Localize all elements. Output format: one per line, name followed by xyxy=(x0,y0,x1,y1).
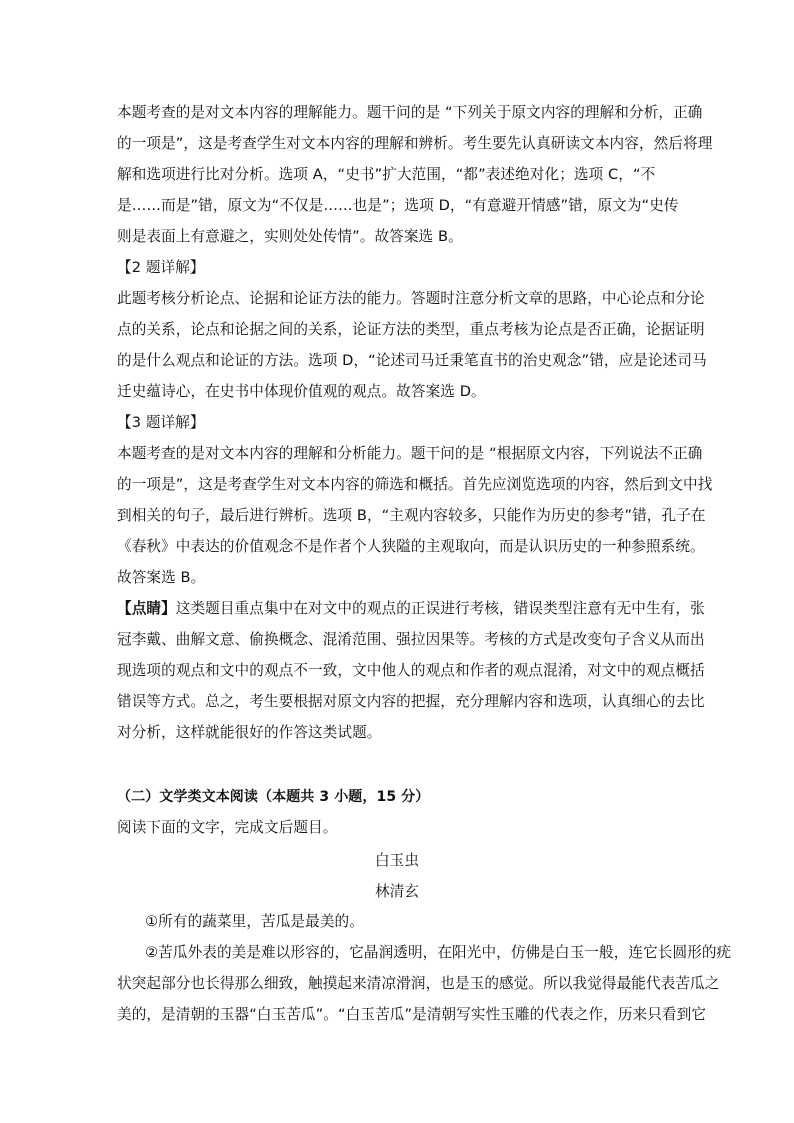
text-line: 《春秋》中表达的价值观念不是作者个人狭隘的主观取向，而是认识历史的一种参照系统。 xyxy=(117,538,705,555)
text-line: 的一项是”，这是考查学生对文本内容的理解和辨析。考生要先认真研读文本内容，然后将理 xyxy=(117,135,713,152)
text-line: 到相关的句子，最后进行辨析。选项 B，“主观内容较多，只能作为历史的参考”错，孔子在 xyxy=(117,507,706,524)
text-line: 冠李戴、曲解文意、偷换概念、混淆范围、强拉因果等。考核的方式是改变句子含义从而出 xyxy=(117,631,705,648)
text-line: 本题考查的是对文本内容的理解能力。题干问的是 “下列关于原文内容的理解和分析，正确 xyxy=(117,104,703,121)
text-line: 故答案选 B。 xyxy=(117,569,206,586)
text-line: 迁史蕴诗心，在史书中体现价值观的观点。故答案选 D。 xyxy=(117,383,486,400)
tip-label: 【点睛】 xyxy=(117,600,176,617)
text-line: 解和选项进行比对分析。选项 A，“史书”扩大范围，“都”表述绝对化；选项 C，“不 xyxy=(117,166,656,183)
q3-header: 【3 题详解】 xyxy=(117,414,205,431)
text-line: ②苦瓜外表的美是难以形容的，它晶润透明，在阳光中，仿佛是白玉一般，连它长圆形的疣 xyxy=(145,944,732,961)
q2-header: 【2 题详解】 xyxy=(117,259,205,276)
text-line: 对分析，这样就能很好的作答这类试题。 xyxy=(117,724,382,741)
text-line: 此题考核分析论点、论据和论证方法的能力。答题时注意分析文章的思路，中心论点和分论 xyxy=(117,290,705,307)
text-line: 错误等方式。总之，考生要根据对原文内容的把握，充分理解内容和选项，认真细心的去比 xyxy=(117,693,705,710)
text-line: 点的关系，论点和论据之间的关系，论证方法的类型，重点考核为论点是否正确，论据证明 xyxy=(117,321,705,338)
text-line: 状突起部分也长得那么细致，触摸起来清凉滑润，也是玉的感觉。所以我觉得最能代表苦瓜之 xyxy=(117,975,720,992)
text-line: 是……而是”错，原文为“不仅是……也是”；选项 D，“有意避开情感”错，原文为“史传 xyxy=(117,197,679,214)
text-line xyxy=(117,599,705,619)
instruction: 阅读下面的文字，完成文后题目。 xyxy=(117,819,338,836)
story-author: 林清玄 xyxy=(374,883,420,900)
tip-text: 这类题目重点集中在对文中的观点的正误进行考核，错误类型注意有无中生有，张 xyxy=(175,600,705,617)
text-line: 则是表面上有意避之，实则处处传情”。故答案选 B。 xyxy=(117,228,463,245)
text-line: 的一项是”，这是考查学生对文本内容的筛选和概括。首先应浏览选项的内容，然后到文中找 xyxy=(117,476,713,493)
paragraph-1: ①所有的蔬菜里，苦瓜是最美的。 xyxy=(145,913,364,930)
text-line: 现选项的观点和文中的观点不一致，文中他人的观点和作者的观点混淆，对文中的观点概括 xyxy=(117,662,705,679)
story-title: 白玉虫 xyxy=(374,852,420,869)
text-line: 的是什么观点和论证的方法。选项 D，“论述司马迁秉笔直书的治史观念”错，应是论述司马 xyxy=(117,352,707,369)
section-heading: （二）文学类文本阅读（本题共 3 小题，15 分） xyxy=(117,789,430,805)
text-line: 美的，是清朝的玉器“白玉苦瓜”。“白玉苦瓜”是清朝写实性玉雕的代表之作，历来只看到它 xyxy=(117,1006,707,1023)
text-line: 本题考查的是对文本内容的理解和分析能力。题干问的是 “根据原文内容，下列说法不正确 xyxy=(117,445,703,462)
